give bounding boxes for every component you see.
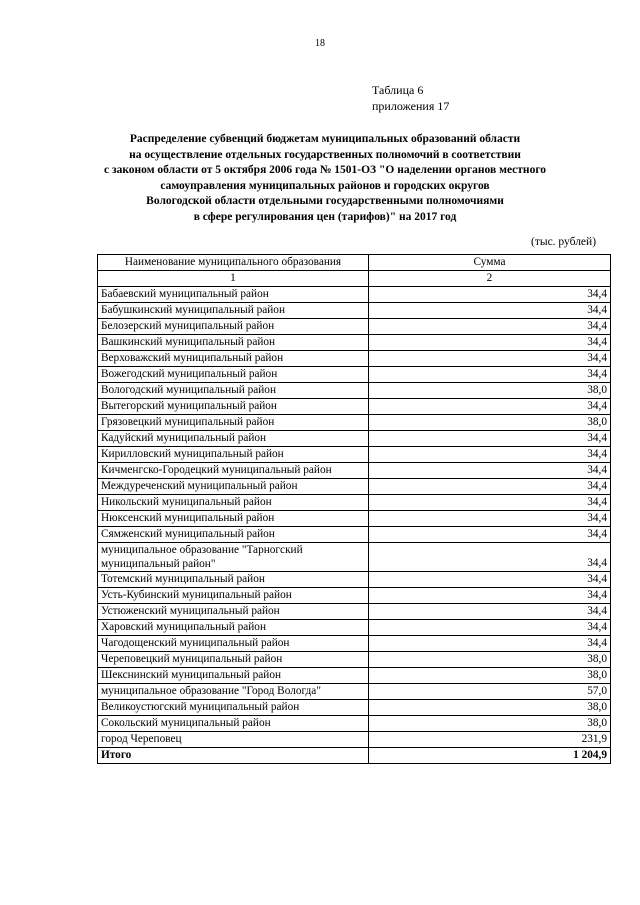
- header-amount: Сумма: [369, 255, 611, 271]
- municipality-name: Кирилловский муниципальный район: [98, 447, 369, 463]
- municipality-name: Чагодощенский муниципальный район: [98, 636, 369, 652]
- table-row: [98, 367, 611, 383]
- municipality-name: Усть-Кубинский муниципальный район: [98, 588, 369, 604]
- table-row: [98, 447, 611, 463]
- table-row: [98, 319, 611, 335]
- document-title: [90, 132, 560, 226]
- header-row: [98, 255, 611, 271]
- table-row: [98, 463, 611, 479]
- amount-cell: 34,4: [369, 351, 611, 367]
- amount-cell: 34,4: [369, 319, 611, 335]
- title-line: в сфере регулирования цен (тарифов)" на 2017 год: [193, 210, 457, 223]
- subsidy-table: [97, 254, 611, 764]
- municipality-name: Кичменгско-Городецкий муниципальный район: [98, 463, 369, 479]
- amount-cell: 34,4: [369, 287, 611, 303]
- table-row: [98, 431, 611, 447]
- table-row: [98, 636, 611, 652]
- municipality-name: Череповецкий муниципальный район: [98, 652, 369, 668]
- amount-cell: 38,0: [369, 668, 611, 684]
- table-row: [98, 287, 611, 303]
- amount-cell: 34,4: [369, 447, 611, 463]
- amount-cell: 34,4: [369, 543, 611, 572]
- municipality-name: Вытегорский муниципальный район: [98, 399, 369, 415]
- title-line: Распределение субвенций бюджетам муниципальных образований области: [129, 133, 521, 145]
- amount-cell: 38,0: [369, 716, 611, 732]
- municipality-name: Никольский муниципальный район: [98, 495, 369, 511]
- table-row: [98, 479, 611, 495]
- amount-cell: 38,0: [369, 415, 611, 431]
- municipality-name: Харовский муниципальный район: [98, 620, 369, 636]
- amount-cell: 34,4: [369, 588, 611, 604]
- amount-cell: 38,0: [369, 652, 611, 668]
- amount-cell: 34,4: [369, 479, 611, 495]
- amount-cell: 34,4: [369, 495, 611, 511]
- amount-cell: 34,4: [369, 636, 611, 652]
- table-row: [98, 732, 611, 748]
- amount-cell: 34,4: [369, 367, 611, 383]
- amount-cell: 34,4: [369, 335, 611, 351]
- page-number: 18: [315, 38, 325, 49]
- amount-cell: 34,4: [369, 431, 611, 447]
- amount-cell: 38,0: [369, 383, 611, 399]
- municipality-name: Вашкинский муниципальный район: [98, 335, 369, 351]
- amount-cell: 34,4: [369, 604, 611, 620]
- amount-cell: 231,9: [369, 732, 611, 748]
- column-number-1: 1: [98, 271, 369, 287]
- table-row: [98, 668, 611, 684]
- title-line: Вологодской области отдельными государственными полномочиями: [146, 195, 504, 208]
- table-row: [98, 572, 611, 588]
- municipality-name: город Череповец: [98, 732, 369, 748]
- municipality-name: Шекснинский муниципальный район: [98, 668, 369, 684]
- municipality-name: Верховажский муниципальный район: [98, 351, 369, 367]
- appendix-label: приложения 17: [372, 99, 450, 113]
- amount-cell: 34,4: [369, 572, 611, 588]
- amount-cell: 34,4: [369, 399, 611, 415]
- amount-cell: 34,4: [369, 511, 611, 527]
- total-amount: 1 204,9: [369, 748, 611, 764]
- table-row: [98, 495, 611, 511]
- table-row: [98, 700, 611, 716]
- table-row: [98, 351, 611, 367]
- table-row: [98, 652, 611, 668]
- municipality-name: муниципальное образование "Город Вологда": [98, 684, 369, 700]
- municipality-name: Междуреченский муниципальный район: [98, 479, 369, 495]
- table-row: [98, 415, 611, 431]
- table-row: [98, 335, 611, 351]
- table-row: [98, 716, 611, 732]
- municipality-name: Кадуйский муниципальный район: [98, 431, 369, 447]
- table-row: [98, 543, 611, 572]
- total-row: [98, 748, 611, 764]
- table-label: Таблица 6: [372, 83, 424, 97]
- amount-cell: 57,0: [369, 684, 611, 700]
- municipality-name: Великоустюгский муниципальный район: [98, 700, 369, 716]
- title-line: на осуществление отдельных государственных полномочий в соответствии: [129, 148, 521, 161]
- municipality-name: Вожегодский муниципальный район: [98, 367, 369, 383]
- table-row: [98, 527, 611, 543]
- municipality-name: Нюксенский муниципальный район: [98, 511, 369, 527]
- title-line: самоуправления муниципальных районов и городских округов: [160, 179, 490, 192]
- table-reference: [372, 82, 449, 114]
- municipality-name: Бабушкинский муниципальный район: [98, 303, 369, 319]
- table-row: [98, 383, 611, 399]
- table-row: [98, 620, 611, 636]
- municipality-name: Сокольский муниципальный район: [98, 716, 369, 732]
- column-number-row: [98, 271, 611, 287]
- table-row: [98, 511, 611, 527]
- municipality-name: Вологодский муниципальный район: [98, 383, 369, 399]
- amount-cell: 34,4: [369, 527, 611, 543]
- amount-cell: 34,4: [369, 620, 611, 636]
- table-row: [98, 303, 611, 319]
- municipality-name: Тотемский муниципальный район: [98, 572, 369, 588]
- table-body: [98, 287, 611, 764]
- municipality-name: Сямженский муниципальный район: [98, 527, 369, 543]
- table-row: [98, 684, 611, 700]
- header-name: Наименование муниципального образования: [98, 255, 369, 271]
- total-label: Итого: [98, 748, 369, 764]
- municipality-name: Бабаевский муниципальный район: [98, 287, 369, 303]
- table-row: [98, 399, 611, 415]
- table-row: [98, 604, 611, 620]
- amount-cell: 34,4: [369, 463, 611, 479]
- municipality-name: Устюженский муниципальный район: [98, 604, 369, 620]
- title-line: с законом области от 5 октября 2006 года № 1501-ОЗ "О наделении органов местного: [103, 164, 546, 177]
- municipality-name: муниципальное образование "Тарногский муниципальный район": [98, 543, 369, 572]
- column-number-2: 2: [369, 271, 611, 287]
- municipality-name: Грязовецкий муниципальный район: [98, 415, 369, 431]
- units-label: (тыс. рублей): [531, 236, 597, 248]
- municipality-name: Белозерский муниципальный район: [98, 319, 369, 335]
- table-row: [98, 588, 611, 604]
- amount-cell: 34,4: [369, 303, 611, 319]
- amount-cell: 38,0: [369, 700, 611, 716]
